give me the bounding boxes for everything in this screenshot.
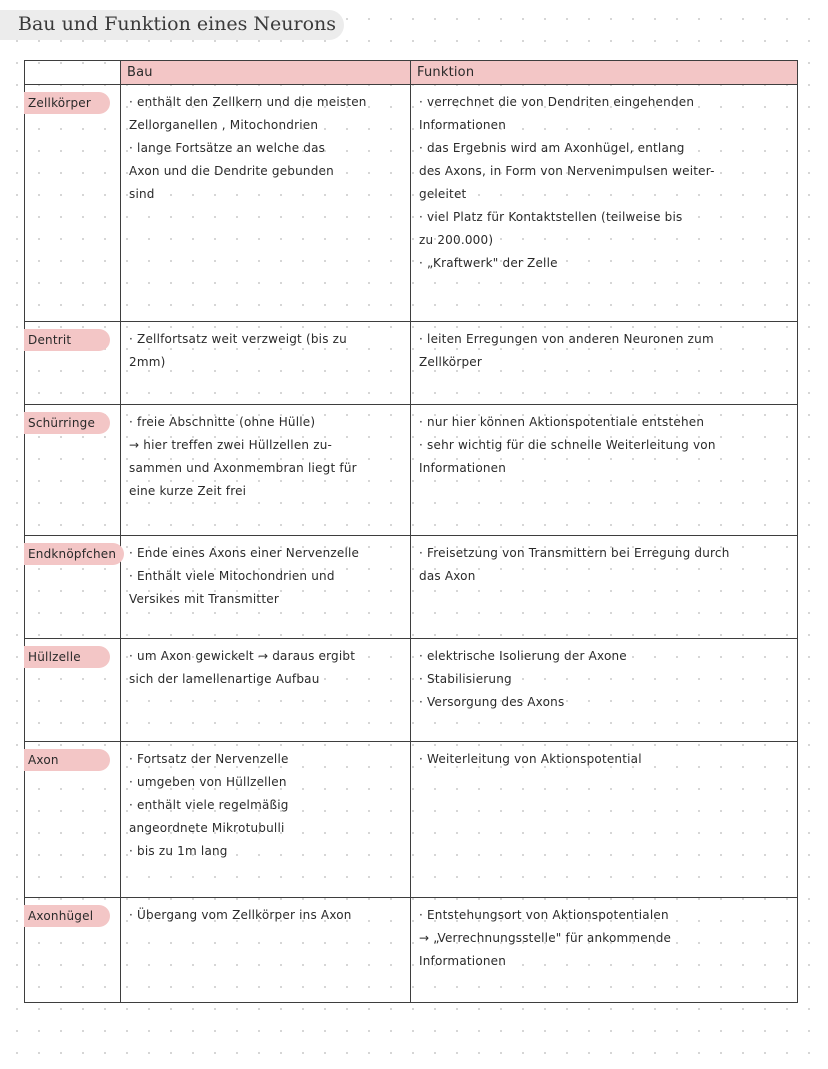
- funktion-line: das Axon: [419, 569, 476, 583]
- bau-line: Axon und die Dendrite gebunden: [129, 164, 334, 178]
- funktion-line: zu 200.000): [419, 233, 494, 247]
- row-label-cell: [25, 639, 121, 742]
- funktion-line: Zellkörper: [419, 355, 483, 369]
- page-title: Bau und Funktion eines Neurons: [18, 13, 337, 35]
- funktion-line: · leiten Erregungen von anderen Neuronen zum: [419, 332, 714, 346]
- funktion-line: · das Ergebnis wird am Axonhügel, entlang: [419, 141, 685, 155]
- bau-line: · Übergang vom Zellkörper ins Axon: [129, 908, 352, 922]
- bau-line: · freie Abschnitte (ohne Hülle): [129, 415, 316, 429]
- table-row: [25, 405, 798, 536]
- funktion-line: → „Verrechnungsstelle" für ankommende: [419, 931, 672, 945]
- bau-line: angeordnete Mikrotubulli: [129, 821, 285, 835]
- bau-line: sich der lamellenartige Aufbau: [129, 672, 320, 686]
- funktion-line: · Entstehungsort von Aktionspotentialen: [419, 908, 669, 922]
- table-header-row: [25, 61, 798, 85]
- funktion-line: · viel Platz für Kontaktstellen (teilweise bis: [419, 210, 683, 224]
- row-label-cell: [25, 536, 121, 639]
- funktion-cell: [411, 536, 798, 639]
- funktion-line: Informationen: [419, 461, 507, 475]
- bau-line: → hier treffen zwei Hüllzellen zu-: [129, 438, 333, 452]
- bau-cell: [121, 85, 411, 322]
- bau-cell: [121, 742, 411, 898]
- funktion-line: · Versorgung des Axons: [419, 695, 565, 709]
- header-funktion: Funktion: [411, 61, 798, 85]
- row-label: Zellkörper: [24, 92, 110, 114]
- bau-line: sind: [129, 187, 155, 201]
- bau-line: · Fortsatz der Nervenzelle: [129, 752, 289, 766]
- funktion-line: · verrechnet die von Dendriten eingehenden: [419, 95, 695, 109]
- bau-cell: [121, 639, 411, 742]
- table-row: [25, 742, 798, 898]
- bau-cell: [121, 536, 411, 639]
- funktion-cell: [411, 639, 798, 742]
- funktion-cell: [411, 898, 798, 1003]
- row-label-cell: [25, 85, 121, 322]
- row-label: Endknöpfchen: [24, 543, 124, 565]
- bau-cell: [121, 898, 411, 1003]
- bau-line: eine kurze Zeit frei: [129, 484, 247, 498]
- bau-line: Versikes mit Transmitter: [129, 592, 279, 606]
- row-label-cell: [25, 742, 121, 898]
- bau-line: · enthält den Zellkern und die meisten: [129, 95, 367, 109]
- row-label: Dentrit: [24, 329, 110, 351]
- funktion-cell: [411, 742, 798, 898]
- row-label: Schürringe: [24, 412, 110, 434]
- funktion-line: · elektrische Isolierung der Axone: [419, 649, 627, 663]
- row-label: Axon: [24, 749, 110, 771]
- bau-line: · um Axon gewickelt → daraus ergibt: [129, 649, 356, 663]
- page-title-highlight: [0, 10, 344, 40]
- funktion-line: geleitet: [419, 187, 467, 201]
- header-bau: Bau: [121, 61, 411, 85]
- row-label-cell: [25, 322, 121, 405]
- row-label: Hüllzelle: [24, 646, 110, 668]
- funktion-line: · Stabilisierung: [419, 672, 512, 686]
- funktion-line: · nur hier können Aktionspotentiale entstehen: [419, 415, 705, 429]
- row-label: Axonhügel: [24, 905, 110, 927]
- funktion-line: · Weiterleitung von Aktionspotential: [419, 752, 642, 766]
- bau-line: sammen und Axonmembran liegt für: [129, 461, 357, 475]
- bau-cell: [121, 322, 411, 405]
- funktion-line: · Freisetzung von Transmittern bei Erregung durch: [419, 546, 730, 560]
- funktion-cell: [411, 322, 798, 405]
- header-empty-cell: [25, 61, 121, 85]
- bau-line: Zellorganellen , Mitochondrien: [129, 118, 319, 132]
- table-row: [25, 322, 798, 405]
- bau-line: · enthält viele regelmäßig: [129, 798, 289, 812]
- table-row: [25, 85, 798, 322]
- bau-line: · Ende eines Axons einer Nervenzelle: [129, 546, 360, 560]
- bau-line: · lange Fortsätze an welche das: [129, 141, 326, 155]
- funktion-cell: [411, 405, 798, 536]
- bau-line: · Enthält viele Mitochondrien und: [129, 569, 335, 583]
- funktion-cell: [411, 85, 798, 322]
- funktion-line: · sehr wichtig für die schnelle Weiterleitung von: [419, 438, 716, 452]
- table-row: [25, 536, 798, 639]
- bau-line: · bis zu 1m lang: [129, 844, 228, 858]
- table-row: [25, 639, 798, 742]
- bau-line: · umgeben von Hüllzellen: [129, 775, 287, 789]
- funktion-line: Informationen: [419, 118, 507, 132]
- bau-cell: [121, 405, 411, 536]
- bau-line: 2mm): [129, 355, 166, 369]
- bau-line: · Zellfortsatz weit verzweigt (bis zu: [129, 332, 347, 346]
- row-label-cell: [25, 898, 121, 1003]
- row-label-cell: [25, 405, 121, 536]
- neuron-table: [24, 60, 798, 1003]
- funktion-line: Informationen: [419, 954, 507, 968]
- table-row: [25, 898, 798, 1003]
- funktion-line: des Axons, in Form von Nervenimpulsen weiter-: [419, 164, 715, 178]
- funktion-line: · „Kraftwerk" der Zelle: [419, 256, 558, 270]
